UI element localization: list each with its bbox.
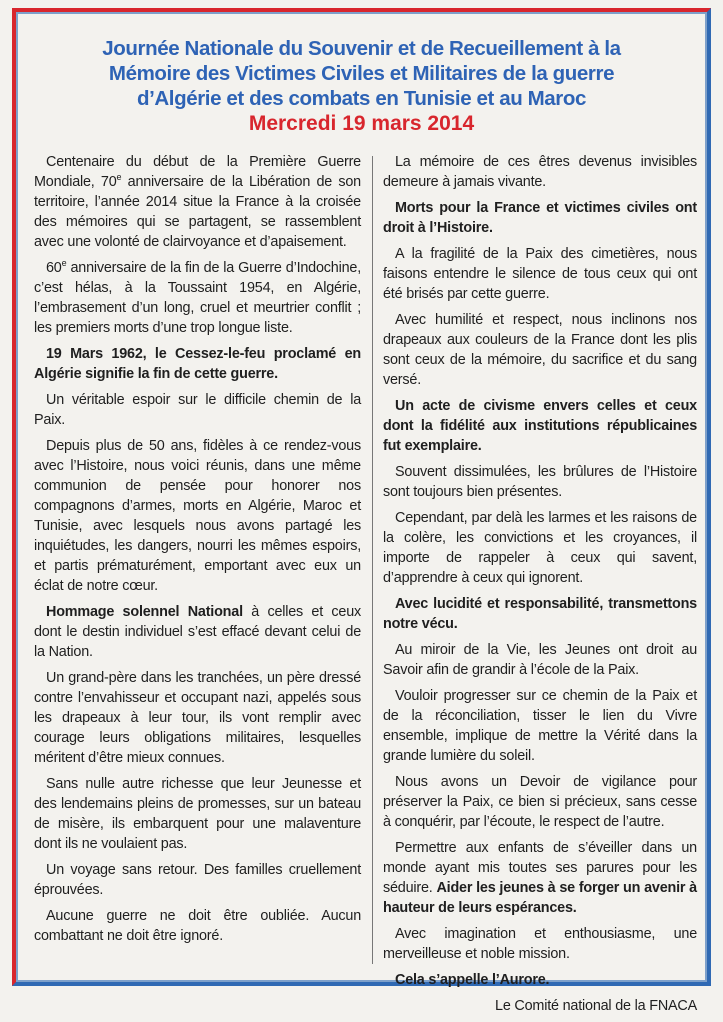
paragraph: Un véritable espoir sur le difficile chemin de la Paix. <box>34 392 361 428</box>
title-line-1: Journée Nationale du Souvenir et de Recueillement à la <box>102 37 621 60</box>
title-block <box>22 36 701 137</box>
paragraph: Avec humilité et respect, nous inclinons nos drapeaux aux couleurs de la France dont les plis sont ceux de la mémoire, du sacrifice et du sang versé. <box>383 312 697 388</box>
title-line-2: Mémoire des Victimes Civiles et Militaires de la guerre <box>108 62 615 85</box>
event-date: Mercredi 19 mars 2014 <box>248 112 475 135</box>
paragraph: Aucune guerre ne doit être oubliée. Aucun combattant ne doit être ignoré. <box>34 908 361 944</box>
paragraph: Vouloir progresser sur ce chemin de la Paix et de la réconciliation, tisser le lien du Vivre ensemble, implique de mettre la Vérité dans la grande lumière du soleil. <box>383 688 697 764</box>
paragraph: Nous avons un Devoir de vigilance pour préserver la Paix, ce bien si précieux, sans cesse à conquérir, par l’écoute, le respect de l’autre. <box>383 774 697 830</box>
signature: Le Comité national de la FNACA <box>495 998 697 1014</box>
column-divider <box>372 156 373 964</box>
paragraph: Permettre aux enfants de s’éveiller dans un monde ayant mis toutes ses parures pour les séduire. Aider les jeunes à se forger un avenir à hauteur de leurs espérances. <box>383 840 697 916</box>
paragraph: A la fragilité de la Paix des cimetières, nous faisons entendre le silence de tous ceux qui ont été brisés par cette guerre. <box>383 246 697 302</box>
paragraph-bold: Morts pour la France et victimes civiles ont droit à l’Histoire. <box>383 200 697 236</box>
paragraph: Avec imagination et enthousiasme, une merveilleuse et noble mission. <box>383 926 697 962</box>
paragraph: Un voyage sans retour. Des familles cruellement éprouvées. <box>34 862 361 898</box>
paragraph: Souvent dissimulées, les brûlures de l’Histoire sont toujours bien présentes. <box>383 464 697 500</box>
paragraph: Centenaire du début de la Première Guerre Mondiale, 70e anniversaire de la Libération de son territoire, l’année 2014 situe la France à la croisée des mémoires qui se partagent, se rassemblent avec une volonté de clairvoyance et d’apaisement. <box>34 154 361 250</box>
paragraph: Sans nulle autre richesse que leur Jeunesse et des lendemains pleins de promesses, sur un bateau de misère, ils embarquent pour une malaventure dont ils ne voulaient pas. <box>34 776 361 852</box>
paragraph-bold: Avec lucidité et responsabilité, transmettons notre vécu. <box>383 596 697 632</box>
paragraph: Cependant, par delà les larmes et les raisons de la colère, les convictions et les croyances, il importe de rappeler à ceux qui savent, d’apprendre à ceux qui ignorent. <box>383 510 697 586</box>
paragraph-bold: 19 Mars 1962, le Cessez-le-feu proclamé en Algérie signifie la fin de cette guerre. <box>34 346 361 382</box>
paragraph-bold: Un acte de civisme envers celles et ceux dont la fidélité aux institutions républicaines fut exemplaire. <box>383 398 697 454</box>
paragraph: 60e anniversaire de la fin de la Guerre d’Indochine, c’est hélas, à la Toussaint 1954, en Algérie, l’embrasement d’un long, cruel et meurtrier conflit ; les premiers morts d’une trop longue liste. <box>34 258 361 336</box>
paragraph: Au miroir de la Vie, les Jeunes ont droit au Savoir afin de grandir à l’école de la Paix. <box>383 642 697 678</box>
paragraph: Hommage solennel National à celles et ceux dont le destin individuel s’est effacé devant celui de la Nation. <box>34 604 362 660</box>
paragraph: Un grand-père dans les tranchées, un père dressé contre l’envahisseur et occupant nazi, appelés sous les drapeaux à leur tour, ils vont remplir avec courage leurs obligations militaires, lesquelles méritent d’être mieux connues. <box>34 670 361 766</box>
right-column <box>383 152 697 1022</box>
paragraph: La mémoire de ces êtres devenus invisibles demeure à jamais vivante. <box>383 154 697 190</box>
paragraph-bold: Cela s’appelle l’Aurore. <box>395 972 550 988</box>
paragraph: Depuis plus de 50 ans, fidèles à ce rendez-vous avec l’Histoire, nous voici réunis, dans une même communion de pensée pour honorer nos compagnons d’armes, morts en Algérie, Maroc et Tunisie, avec lesquels nous avons partagé les inquiétudes, les dangers, nourri les mêmes espoirs, et partis prématurément, emportant avec eux un éclat de notre cœur. <box>34 438 361 594</box>
left-column <box>34 152 361 952</box>
title-line-3: d’Algérie et des combats en Tunisie et au Maroc <box>136 87 587 110</box>
